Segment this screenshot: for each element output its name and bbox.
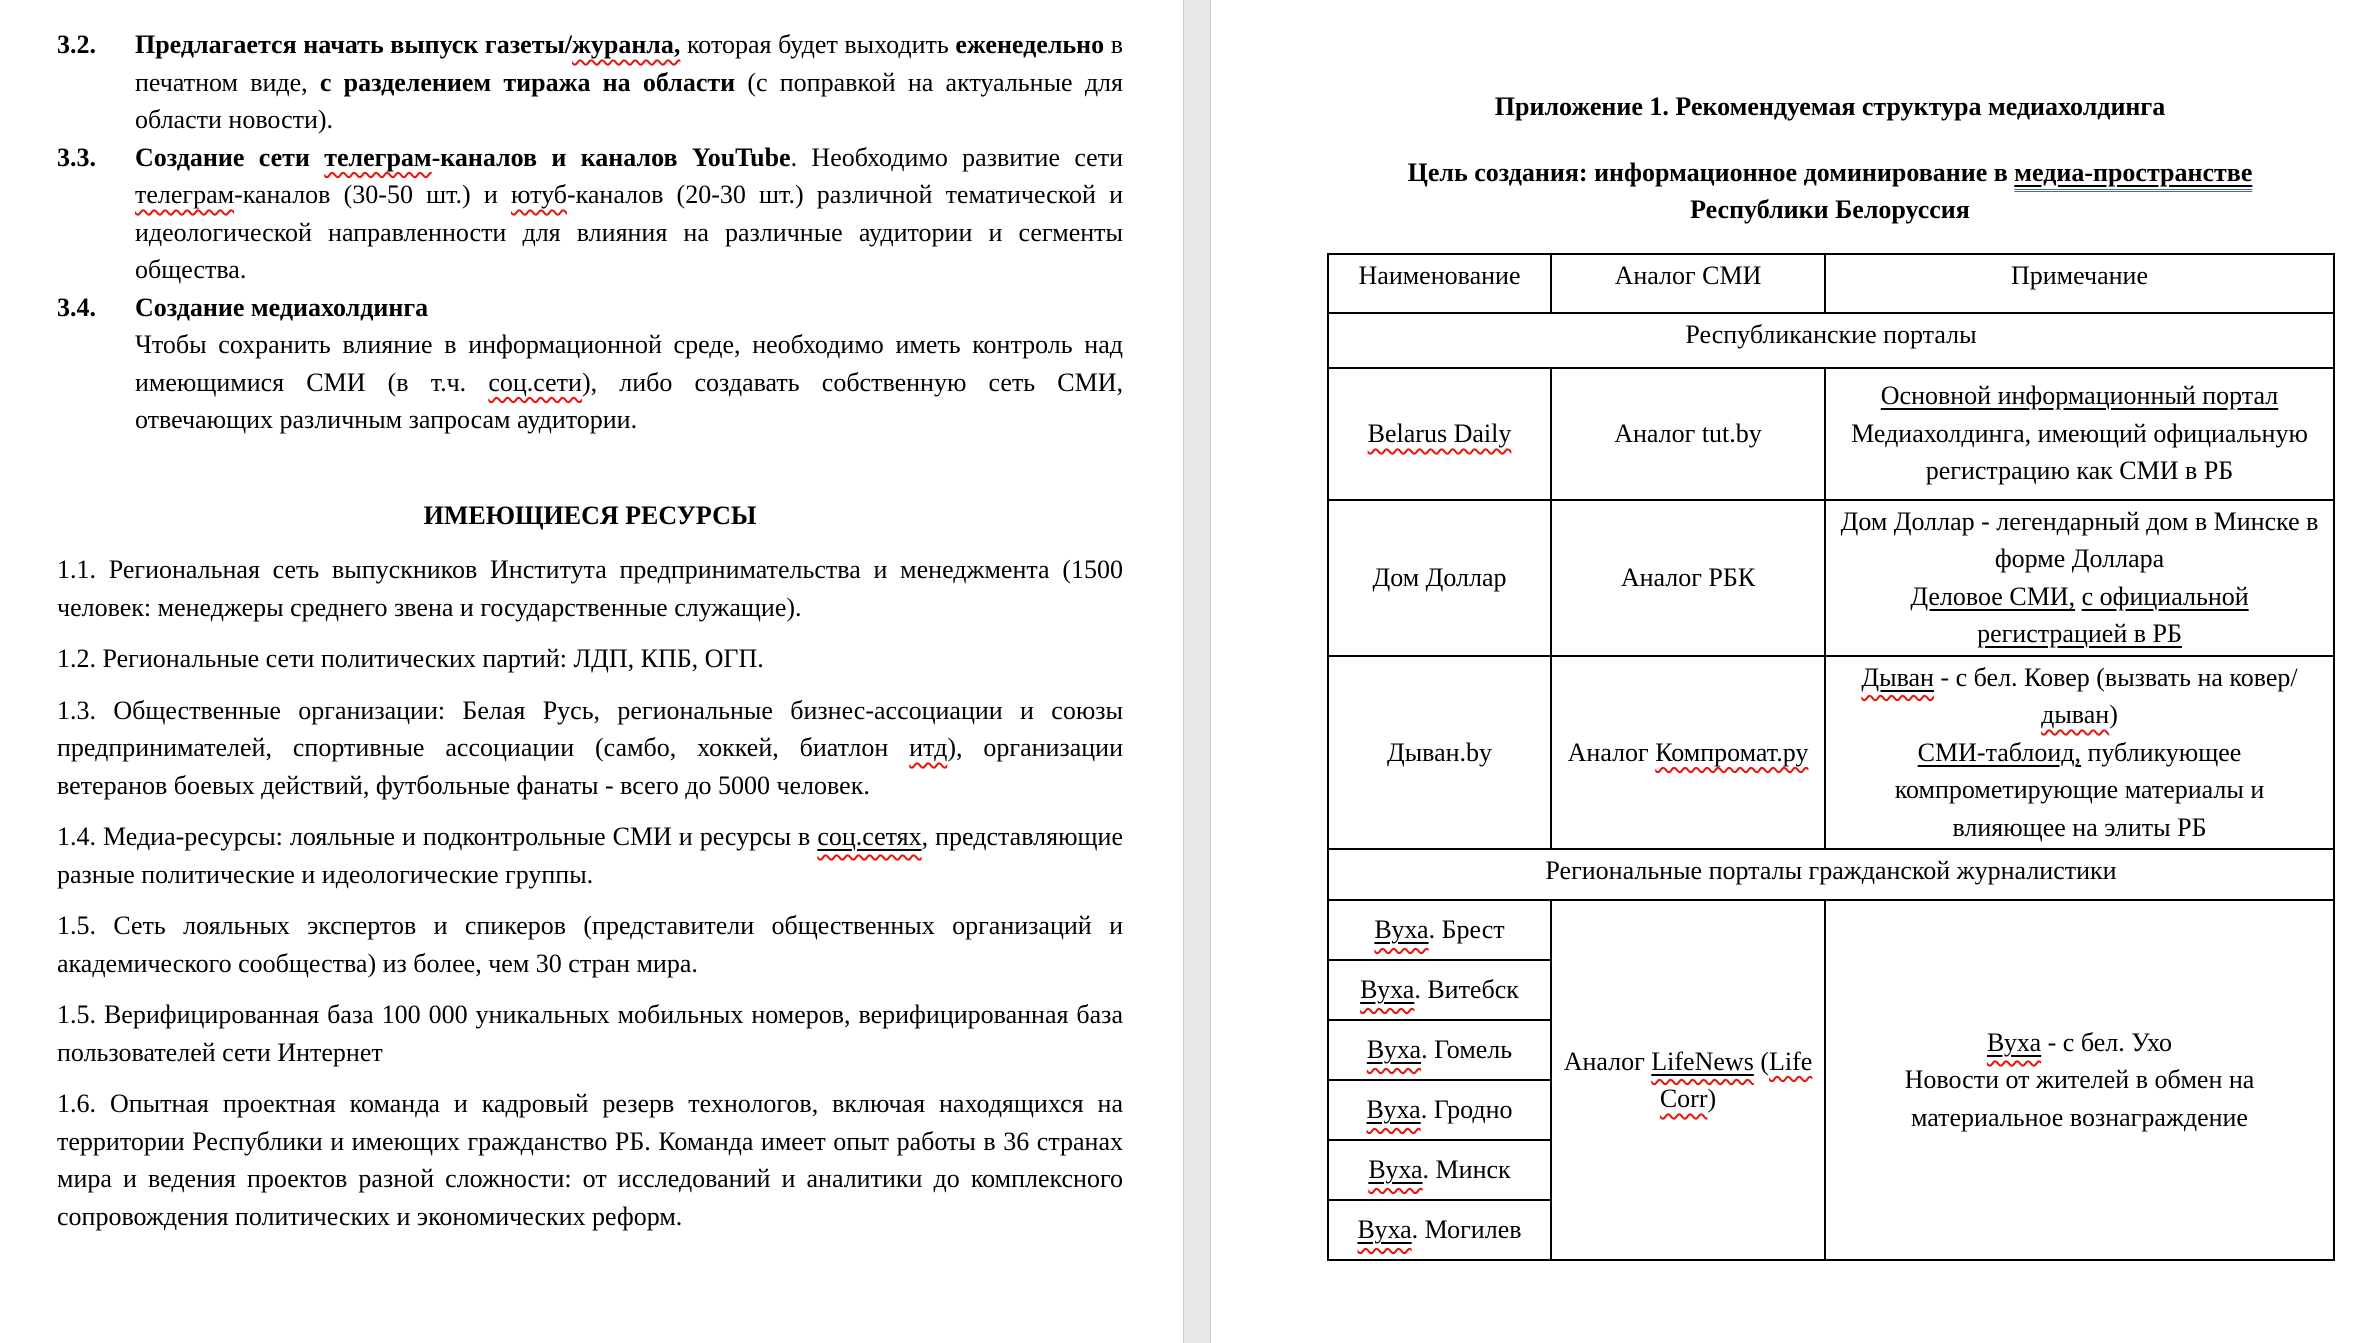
paragraph-1-6: 1.6. Опытная проектная команда и кадровый резерв технологов, включая находящихся на территории Республики и имеющих гражданство РБ. Команда имеет опыт работы в 36 странах мира и ведения проектов разной сложности: от исследований и аналитики до комплексного сопровождения политических и экономических реформ. (57, 1089, 1123, 1231)
text-run: . Необходимо развитие сети (790, 142, 1123, 172)
misspelled-word: телеграм (135, 180, 235, 209)
table-row (1328, 500, 2334, 656)
text-run: - с бел. Ковер (вызвать на ковер/ (1933, 662, 2298, 692)
section-item-3-4 (57, 289, 1123, 439)
media-analog (1551, 900, 1825, 1260)
text-run: . Витебск (1414, 975, 1519, 1005)
text-run: - с бел. Ухо (2041, 1027, 2173, 1057)
text-run: Чтобы сохранить влияние в информационной среде, необходимо иметь контроль над имеющимися СМИ (в т.ч. (135, 330, 1123, 397)
text-run: ), либо создавать собственную сеть СМИ, отвечающих различным запросам аудитории. (135, 367, 1123, 434)
paragraph-1-5b: 1.5. Верифицированная база 100 000 уникальных мобильных номеров, верифицированная база пользователей сети Интернет (57, 1000, 1123, 1067)
text-run: Цель создания: информационное доминирование в (1407, 157, 2015, 187)
section-row-republican (1328, 313, 2334, 368)
item-number: 3.3. (57, 142, 96, 172)
table-header-row (1328, 254, 2334, 313)
text-run: 1.4. Медиа-ресурсы: лояльные и подконтрольные СМИ и ресурсы в (57, 822, 818, 851)
underlined-note: с официальной регистрацией в РБ (1977, 581, 2249, 648)
media-name (1328, 900, 1551, 960)
section-title: Региональные порталы гражданской журналистики (1328, 849, 2334, 900)
text-run: ), организации ветеранов боевых действий, футбольные фанаты - всего до 5000 человек. (57, 733, 1123, 800)
text-run: 1.3. Общественные организации: Белая Русь, региональные бизнес-ассоциации и союзы предпринимателей, спортивные ассоциации (самбо, хоккей, биатлон (57, 695, 1123, 762)
media-name: Belarus Daily (1367, 418, 1512, 448)
text-run: . Минск (1422, 1155, 1511, 1185)
section-row-regional (1328, 849, 2334, 900)
section-item-3-2 (57, 26, 1124, 139)
section-item-3-3 (57, 139, 1124, 289)
text-run: Дом Доллар - легендарный дом в Минске в форме Доллара (1840, 506, 2319, 573)
media-note (1825, 500, 2334, 656)
misspelled-word: Компромат.ру (1655, 737, 1809, 767)
text-run: которая будет выходить (680, 30, 956, 59)
column-header-note: Примечание (1825, 254, 2334, 313)
underlined-misspelled-word: Вуха (1357, 1215, 1412, 1245)
misspelled-word: Life (1768, 1046, 1813, 1076)
misspelled-word: ютуб (510, 180, 567, 209)
page-left-content (0, 0, 1183, 1235)
media-name (1328, 960, 1551, 1020)
column-header-analog: Аналог СМИ (1551, 254, 1825, 313)
table-row (1328, 656, 2334, 850)
text-run: с разделением тиража на области (319, 67, 748, 97)
underlined-note: Деловое СМИ, (1910, 581, 2076, 611)
appendix-title: Приложение 1. Рекомендуемая структура медиахолдинга (1494, 92, 2166, 121)
media-analog: Аналог РБК (1551, 500, 1825, 656)
underlined-misspelled-word: Вуха (1986, 1027, 2042, 1057)
item-number: 3.4. (57, 292, 96, 322)
text-run: Предлагается начать выпуск газеты/ (135, 30, 573, 59)
text-run: -каналов (20-30 шт.) различной тематической и идеологической направленности для влияния на различные аудитории и сегменты общества. (135, 180, 1124, 284)
paragraph-1-4 (57, 818, 1123, 893)
underlined-misspelled-word: Вуха (1366, 1095, 1421, 1125)
underlined-misspelled-word: Вуха (1368, 1155, 1423, 1185)
misspelled-word: итд (909, 733, 948, 762)
misspelled-word: дыван (2041, 700, 2110, 729)
text-run: ) (1707, 1084, 1717, 1113)
media-name: Дыван.by (1328, 656, 1551, 850)
text-run: . Брест (1428, 915, 1505, 945)
item-heading: Создание медиахолдинга (135, 292, 429, 322)
text-run: . Гомель (1421, 1035, 1513, 1065)
item-body (135, 326, 1123, 439)
goal-statement (1327, 154, 2333, 229)
media-structure-table (1327, 253, 2335, 1262)
paragraph-1-3 (57, 692, 1123, 805)
text-run: Аналог (1567, 737, 1656, 767)
text-run: (с поправкой на актуальные для области новости). (135, 67, 1123, 134)
underlined-misspelled-word: Вуха (1360, 975, 1415, 1005)
text-run: Новости от жителей в обмен на материальное вознаграждение (1904, 1065, 2255, 1132)
text-run: , представляющие разные политические и идеологические группы. (57, 822, 1123, 889)
text-run: публикующее компрометирующие материалы и влияющее на элиты РБ (1894, 737, 2265, 842)
underlined-misspelled-word: Вуха (1366, 1035, 1422, 1065)
text-run: еженедельно (955, 30, 1105, 59)
media-name (1328, 1080, 1551, 1140)
underlined-note: Основной информационный портал (1880, 381, 2279, 411)
text-run: Медиахолдинга, имеющий официальную регистрацию как СМИ в РБ (1851, 418, 2308, 486)
misspelled-word: соц.сети (488, 367, 582, 397)
page-left[interactable] (0, 0, 1183, 1343)
section-title: Республиканские порталы (1328, 313, 2334, 368)
column-header-name: Наименование (1328, 254, 1551, 313)
underlined-misspelled-word: Дыван (1861, 662, 1934, 692)
media-name (1328, 1200, 1551, 1260)
text-run: . Могилев (1411, 1215, 1522, 1245)
media-name: Дом Доллар (1328, 500, 1551, 656)
text-run: в печатном виде, (135, 30, 1124, 97)
paragraph-1-1: 1.1. Региональная сеть выпускников Института предпринимательства и менеджмента (1500 человек: менеджеры среднего звена и государственные служащие). (57, 555, 1123, 622)
underlined-misspelled-word: LifeNews (1651, 1046, 1754, 1076)
resources-heading: ИМЕЮЩИЕСЯ РЕСУРСЫ (423, 500, 757, 530)
page-right-content (1211, 0, 2380, 1261)
underlined-misspelled-word: Вуха (1374, 915, 1429, 945)
text-run: . Гродно (1420, 1095, 1513, 1125)
text-run: ) (2109, 700, 2118, 729)
text-run: Аналог (1563, 1046, 1652, 1076)
text-run: ( (1753, 1046, 1769, 1076)
media-note (1825, 656, 2334, 850)
media-analog (1551, 656, 1825, 850)
text-run: -каналов и каналов YouTube (431, 142, 791, 172)
item-number: 3.2. (57, 30, 96, 59)
paragraph-1-5a: 1.5. Сеть лояльных экспертов и спикеров (представители общественных организаций и академического сообщества) из более, чем 30 стран мира. (57, 911, 1123, 978)
media-name (1328, 1140, 1551, 1200)
table-row (1328, 900, 2334, 960)
underlined-term: медиа-пространстве (2014, 157, 2253, 187)
misspelled-word: журанла, (572, 30, 681, 59)
underlined-misspelled-word: соц.сетях (817, 822, 922, 851)
text-run: Республики Белоруссия (1690, 195, 1970, 224)
table-row (1328, 368, 2334, 500)
underlined-note: СМИ-таблоид, (1917, 737, 2081, 767)
media-analog: Аналог tut.by (1551, 368, 1825, 500)
misspelled-word: Corr (1659, 1084, 1708, 1113)
media-note (1825, 368, 2334, 500)
text-run: -каналов (30-50 шт.) и (234, 180, 511, 209)
page-separator (1183, 0, 1211, 1343)
media-name (1328, 1020, 1551, 1080)
text-run: Создание сети (135, 142, 325, 172)
media-note (1825, 900, 2334, 1260)
paragraph-1-2: 1.2. Региональные сети политических партий: ЛДП, КПБ, ОГП. (57, 644, 764, 673)
misspelled-word: телеграм (324, 142, 432, 172)
page-right[interactable] (1211, 0, 2380, 1343)
